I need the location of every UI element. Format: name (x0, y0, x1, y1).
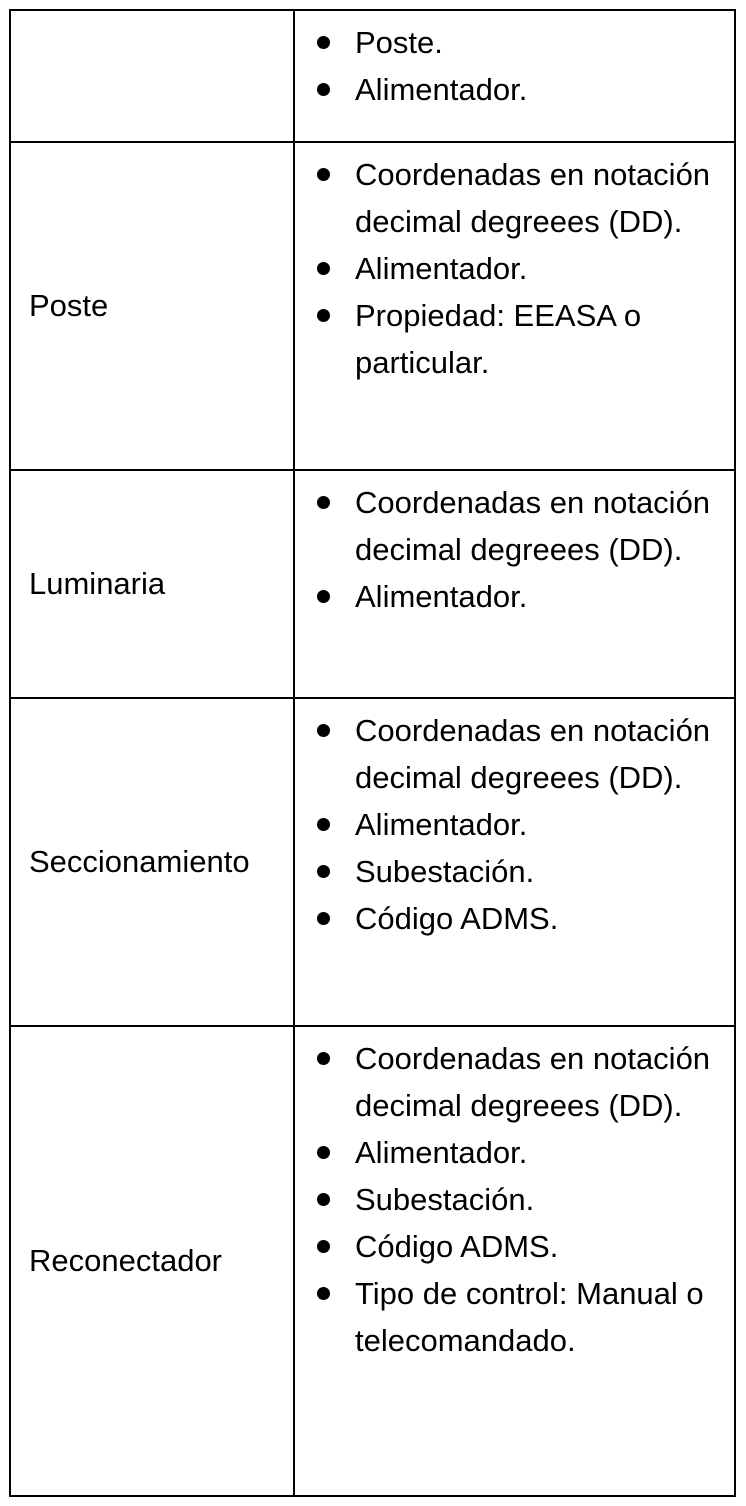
list-item: Coordenadas en notación decimal degreees (DD). (295, 1035, 734, 1129)
bullet-icon (317, 36, 330, 49)
bullet-icon (317, 590, 330, 603)
element-name-cell (11, 1027, 295, 1495)
bullet-icon (317, 1287, 330, 1300)
element-name-cell (11, 11, 295, 141)
list-item: Subestación. (295, 1176, 734, 1223)
attributes-cell (295, 1027, 736, 1495)
bullet-icon (317, 724, 330, 737)
element-name-cell (11, 143, 295, 469)
element-name-cell (11, 471, 295, 697)
table-row (11, 699, 736, 1027)
bullet-icon (317, 1240, 330, 1253)
attributes-cell (295, 11, 736, 141)
bullet-icon (317, 1193, 330, 1206)
element-name-cell (11, 699, 295, 1025)
bullet-icon (317, 83, 330, 96)
table-row (11, 471, 736, 699)
attributes-cell (295, 143, 736, 469)
element-name: Reconectador (29, 1243, 223, 1279)
bullet-icon (317, 1052, 330, 1065)
attributes-cell (295, 471, 736, 697)
bullet-icon (317, 309, 330, 322)
bullet-icon (317, 865, 330, 878)
list-item: Propiedad: EEASA o particular. (295, 292, 734, 386)
bullet-icon (317, 496, 330, 509)
list-item: Coordenadas en notación decimal degreees (DD). (295, 151, 734, 245)
list-item: Coordenadas en notación decimal degreees (DD). (295, 479, 734, 573)
list-item: Poste. (295, 19, 734, 66)
bullet-icon (317, 912, 330, 925)
bullet-icon (317, 818, 330, 831)
list-item: Alimentador. (295, 1129, 734, 1176)
element-name: Seccionamiento (29, 844, 250, 880)
table-row (11, 143, 736, 471)
attributes-cell (295, 699, 736, 1025)
list-item: Alimentador. (295, 245, 734, 292)
attribute-list (295, 707, 734, 942)
attribute-list (295, 19, 734, 113)
attributes-table (9, 9, 736, 1497)
bullet-icon (317, 1146, 330, 1159)
attribute-list (295, 151, 734, 386)
attribute-list (295, 1035, 734, 1364)
list-item: Código ADMS. (295, 895, 734, 942)
list-item: Tipo de control: Manual o telecomandado. (295, 1270, 734, 1364)
list-item: Alimentador. (295, 573, 734, 620)
bullet-icon (317, 168, 330, 181)
list-item: Alimentador. (295, 66, 734, 113)
list-item: Alimentador. (295, 801, 734, 848)
list-item: Subestación. (295, 848, 734, 895)
table-row (11, 11, 736, 143)
bullet-icon (317, 262, 330, 275)
element-name: Poste (29, 288, 109, 324)
element-name: Luminaria (29, 566, 166, 602)
list-item: Código ADMS. (295, 1223, 734, 1270)
table-row (11, 1027, 736, 1497)
list-item: Coordenadas en notación decimal degreees (DD). (295, 707, 734, 801)
attribute-list (295, 479, 734, 620)
